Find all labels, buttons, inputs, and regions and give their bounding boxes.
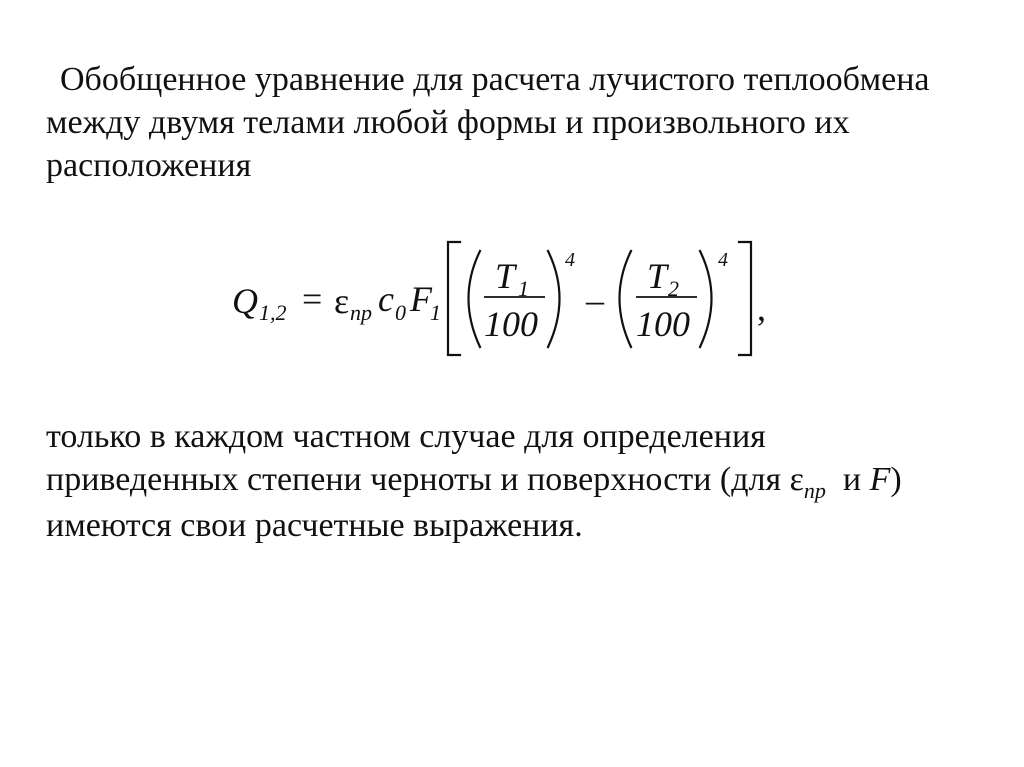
formula-epsilon: ε	[334, 281, 350, 321]
outro-paragraph	[46, 415, 1006, 547]
outro-line-3: имеются свои расчетные выражения.	[46, 507, 583, 544]
left-paren-1	[469, 251, 481, 347]
formula-minus: –	[586, 280, 604, 320]
fraction-1-denominator: 100	[484, 304, 538, 344]
fraction-1-numerator-subscript: 1	[518, 276, 529, 301]
formula-f-symbol: F	[410, 279, 432, 319]
formula-q-symbol: Q	[232, 281, 258, 321]
formula-comma: ,	[757, 288, 766, 328]
outro-line-2-text-a: приведенных степени черноты и поверхности (для	[46, 461, 790, 498]
outro-epsilon: ε	[789, 461, 804, 498]
formula-equals: =	[302, 279, 323, 319]
right-paren-2	[700, 251, 712, 347]
right-paren-1	[548, 251, 560, 347]
fraction-1-power: 4	[565, 249, 575, 271]
outro-line-2-text-c: )	[890, 461, 902, 498]
outro-epsilon-subscript: пр	[803, 478, 826, 503]
outro-line-2	[46, 458, 1006, 504]
left-paren-2	[620, 251, 632, 347]
fraction-2-power: 4	[718, 249, 728, 271]
formula-q-subscript: 1,2	[259, 300, 287, 325]
fraction-2-numerator: T	[647, 256, 668, 296]
fraction-2-numerator-subscript: 2	[668, 276, 679, 301]
formula-c-symbol: c	[378, 279, 394, 319]
right-square-bracket	[739, 242, 751, 355]
formula-c-subscript: 0	[395, 300, 406, 325]
outro-line-2-text-b: и	[825, 461, 870, 498]
fraction-2-denominator: 100	[636, 304, 690, 344]
intro-line-1: Обобщенное уравнение для расчета лучистого теплообмена	[60, 61, 930, 98]
intro-line-3: расположения	[46, 147, 252, 184]
outro-f-symbol: F	[869, 461, 891, 498]
formula-epsilon-subscript: пр	[350, 300, 372, 325]
left-square-bracket	[448, 242, 460, 355]
formula-f-subscript: 1	[430, 300, 441, 325]
outro-line-1: только в каждом частном случае для определения	[46, 418, 766, 455]
fraction-1-numerator: T	[495, 256, 516, 296]
intro-line-2: между двумя телами любой формы и произвольного их	[46, 104, 850, 141]
